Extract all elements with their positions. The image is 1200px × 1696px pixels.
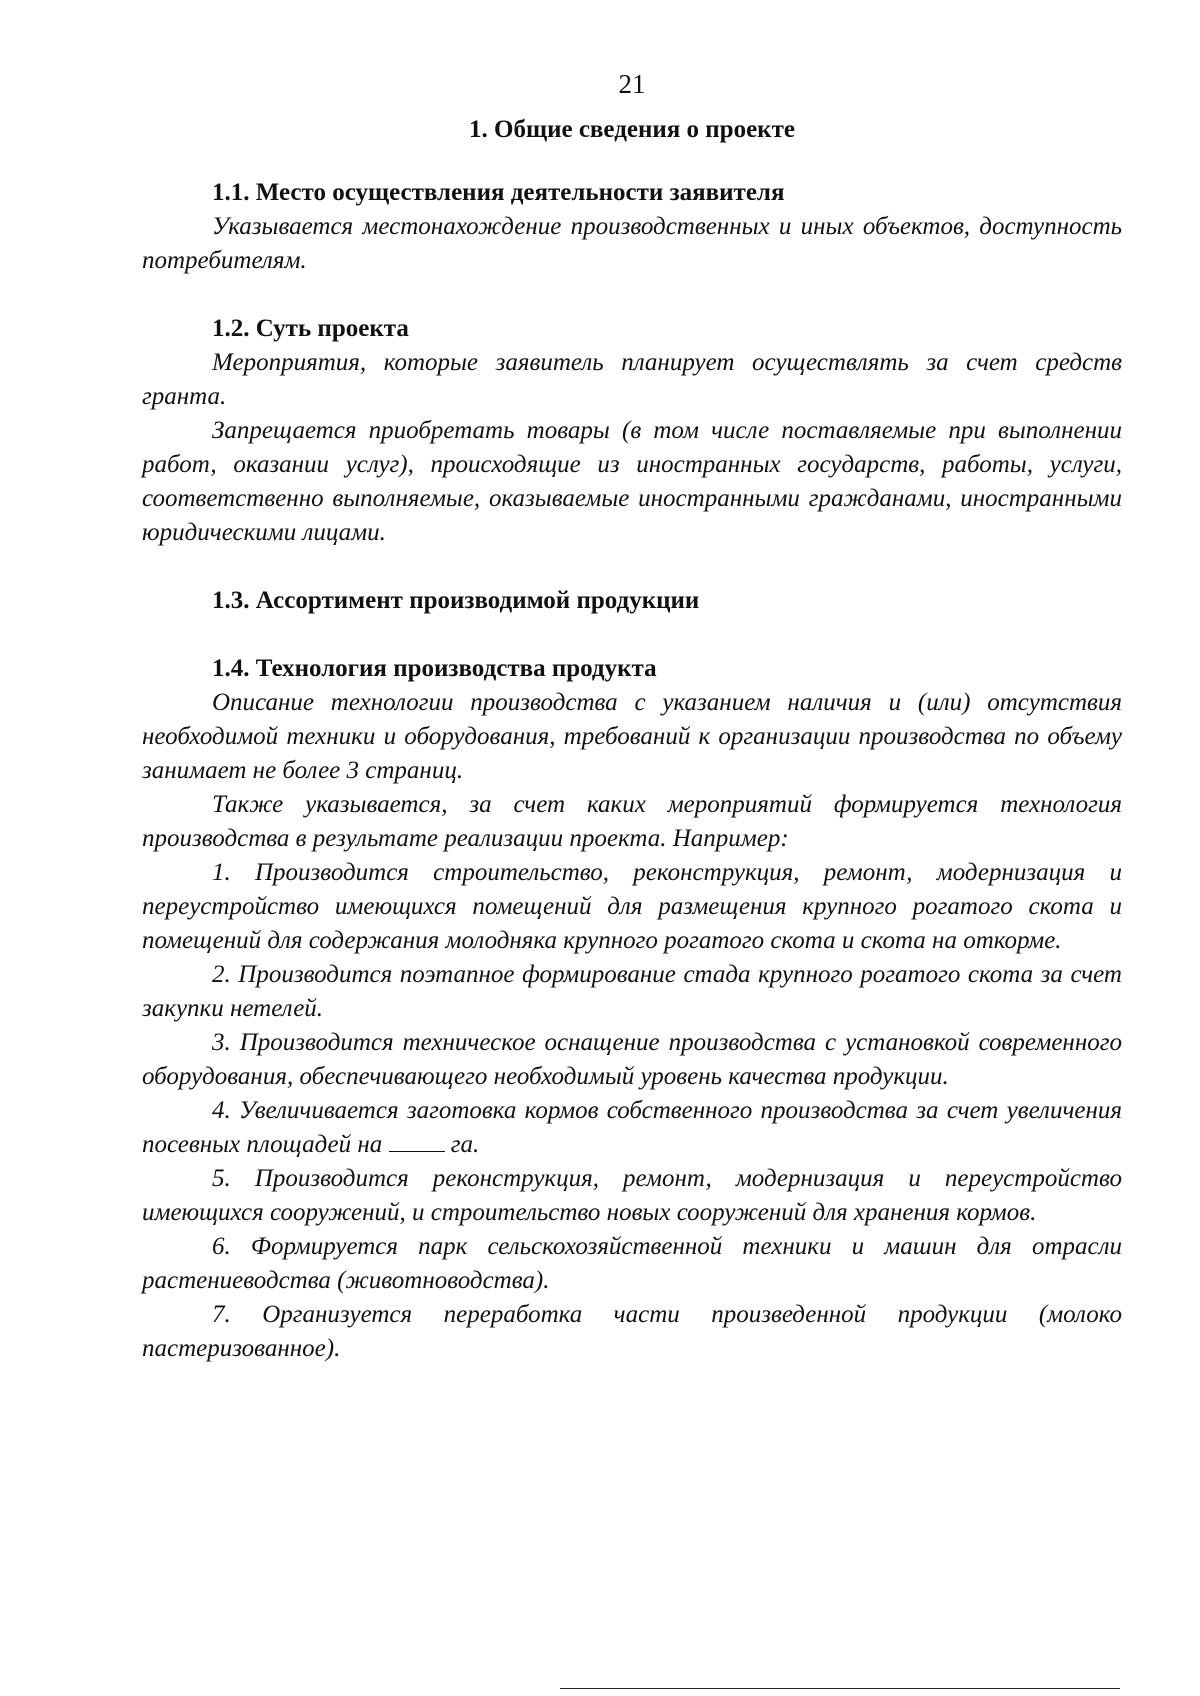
list-item-text: 4. Увеличивается заготовка кормов собственного производства за счет увеличения посевных площадей на — [142, 1097, 1122, 1158]
list-item: 7. Организуется переработка части произведенной продукции (молоко пастеризованное). — [142, 1301, 1122, 1362]
subsection-1-3 — [142, 584, 1122, 618]
section-title: 1. Общие сведения о проекте — [469, 116, 795, 143]
list-item — [142, 1094, 1122, 1162]
subsection-heading: 1.2. Суть проекта — [212, 315, 409, 342]
paragraph: Запрещается приобретать товары (в том числе поставляемые при выполнении работ, оказании услуг), происходящие из иностранных государств, работы, услуги, соответственно выполняемые, оказываемые иностранными гражданами, иностранными юридическими лицами. — [142, 417, 1122, 546]
list-item: 5. Производится реконструкция, ремонт, модернизация и переустройство имеющихся сооружений, и строительство новых сооружений для хранения кормов. — [142, 1165, 1122, 1226]
paragraph: Описание технологии производства с указанием наличия и (или) отсутствия необходимой техники и оборудования, требований к организации производства по объему занимает не более 3 страниц. — [142, 689, 1122, 784]
subsection-heading: 1.3. Ассортимент производимой продукции — [212, 587, 700, 614]
list-item: 3. Производится техническое оснащение производства с установкой современного оборудования, обеспечивающего необходимый уровень качества продукции. — [142, 1029, 1122, 1090]
paragraph: Также указывается, за счет каких мероприятий формируется технология производства в результате реализации проекта. Например: — [142, 791, 1122, 852]
paragraph: Мероприятия, которые заявитель планирует осуществлять за счет средств гранта. — [142, 349, 1122, 410]
list-item-text-end: га. — [450, 1131, 480, 1158]
paragraph: Указывается местонахождение производственных и иных объектов, доступность потребителям. — [142, 213, 1122, 274]
subsection-1-1 — [142, 176, 1122, 278]
subsection-heading: 1.4. Технология производства продукта — [212, 655, 657, 682]
document-page — [142, 60, 1122, 1366]
page-number: 21 — [618, 69, 646, 99]
list-item: 1. Производится строительство, реконструкция, ремонт, модернизация и переустройство имеющихся помещений для размещения крупного рогатого скота и помещений для содержания молодняка крупного рогатого скота и скота на откорме. — [142, 859, 1122, 954]
list-item: 6. Формируется парк сельскохозяйственной техники и машин для отрасли растениеводства (животноводства). — [142, 1233, 1122, 1294]
subsection-1-4 — [142, 652, 1122, 1366]
list-item: 2. Производится поэтапное формирование стада крупного рогатого скота за счет закупки нетелей. — [142, 961, 1122, 1022]
blank-underline — [389, 1131, 445, 1152]
subsection-heading: 1.1. Место осуществления деятельности заявителя — [212, 179, 785, 206]
subsection-1-2 — [142, 312, 1122, 550]
footer-rule — [560, 1688, 1120, 1689]
